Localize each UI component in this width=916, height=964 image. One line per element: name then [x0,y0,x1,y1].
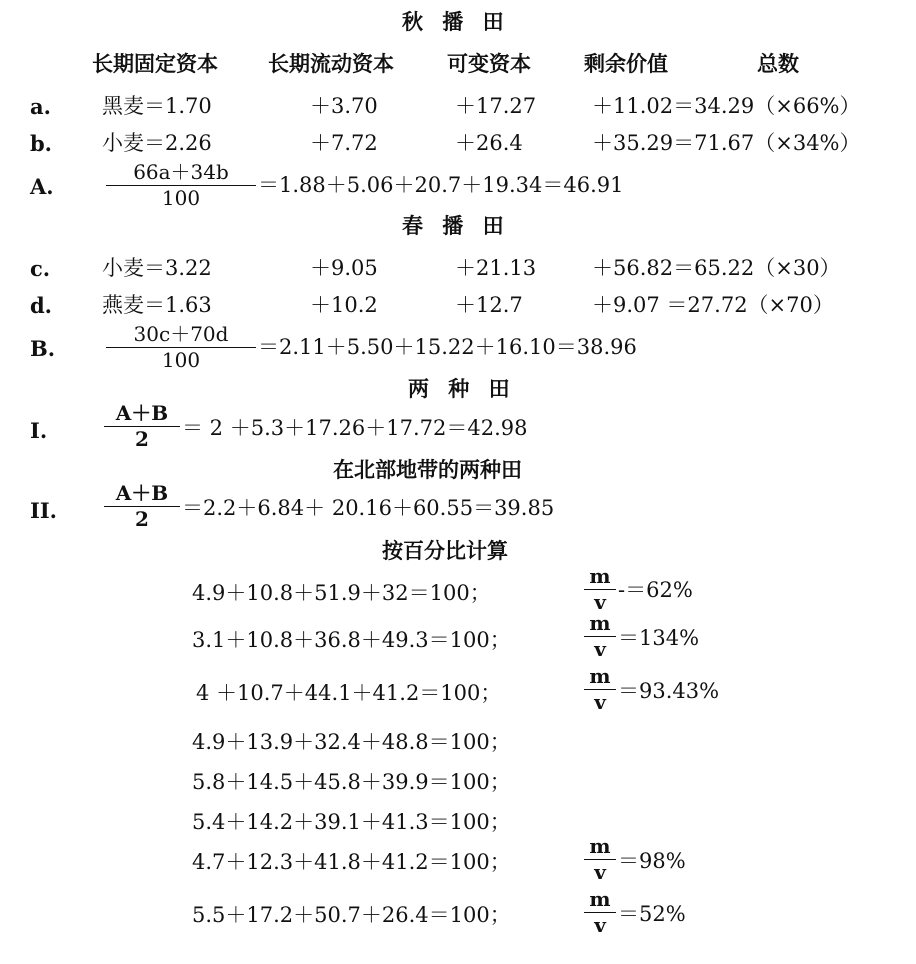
percentage-equation: 3.1＋10.8＋36.8＋49.3＝100； [192,628,511,652]
row-crop: 黑麦＝1.70 [102,94,212,118]
fraction-denominator: 2 [135,507,149,531]
header-fixed-capital: 长期固定资本 [92,51,218,76]
percentage-equation: 4.9＋13.9＋32.4＋48.8＝100； [192,730,511,754]
surplus-rate-fraction [584,666,616,713]
row-variable: ＋17.27 [455,94,537,118]
surplus-rate-fraction [584,836,616,883]
row-circulating: ＋10.2 [310,293,378,317]
row-surplus-total: ＋9.07 ＝27.72（×70） [592,293,834,317]
row-variable: ＋26.4 [455,131,523,155]
formula-fraction [104,403,180,450]
surplus-rate-value: ＝134% [618,626,700,650]
formula-result: ＝2.2＋6.84＋ 20.16＋60.55＝39.85 [182,496,555,520]
spring-title: 春 播 田 [402,213,510,238]
row-surplus-total: ＋11.02＝34.29（×66%） [592,94,861,118]
percentage-equation: 5.8＋14.5＋45.8＋39.9＝100； [192,770,511,794]
percentage-equation: 4.7＋12.3＋41.8＋41.2＝100； [192,850,511,874]
header-circulating-capital: 长期流动资本 [268,51,394,76]
row-label: b. [30,131,52,156]
header-total: 总数 [757,51,799,76]
surplus-rate-fraction [584,613,616,660]
v-denominator: v [594,913,606,937]
formula-label: II. [30,498,57,523]
row-label: d. [30,293,52,318]
fraction-numerator: A＋B [104,403,180,427]
row-circulating: ＋9.05 [310,256,378,280]
average-fraction [106,162,256,209]
m-numerator: m [584,836,616,860]
fraction-denominator: 2 [135,427,149,451]
average-label: A. [30,174,54,199]
fraction-numerator: 30c＋70d [106,324,256,348]
m-numerator: m [584,889,616,913]
percentage-equation: 5.5＋17.2＋50.7＋26.4＝100； [192,903,511,927]
v-denominator: v [594,690,606,714]
average-fraction [106,324,256,371]
average-result: ＝2.11＋5.50＋15.22＋16.10＝38.96 [258,335,637,359]
percentage-equation: 4 ＋10.7＋44.1＋41.2＝100； [196,681,502,705]
row-crop: 小麦＝2.26 [102,131,212,155]
surplus-rate-value: ＝93.43% [618,679,720,703]
row-surplus-total: ＋35.29＝71.67（×34%） [592,131,861,155]
m-numerator: m [584,613,616,637]
fraction-denominator: 100 [161,348,201,372]
formula-result: ＝ 2 ＋5.3＋17.26＋17.72＝42.98 [182,416,528,440]
percentage-equation: 5.4＋14.2＋39.1＋41.3＝100； [192,810,511,834]
surplus-rate-value: ＝98% [618,849,686,873]
average-label: B. [30,336,56,361]
fraction-denominator: 100 [161,186,201,210]
row-variable: ＋21.13 [455,256,537,280]
m-numerator: m [584,566,616,590]
surplus-rate-fraction [584,566,616,613]
header-surplus-value: 剩余价值 [584,51,668,76]
row-circulating: ＋7.72 [310,131,378,155]
formula-label: I. [30,418,48,443]
surplus-rate-value: -＝62% [618,578,693,602]
v-denominator: v [594,860,606,884]
v-denominator: v [594,590,606,614]
percentage-title: 按百分比计算 [382,538,508,563]
row-crop: 小麦＝3.22 [102,256,212,280]
fraction-numerator: 66a＋34b [106,162,256,186]
autumn-title: 秋 播 田 [402,9,510,34]
row-surplus-total: ＋56.82＝65.22（×30） [592,256,841,280]
row-circulating: ＋3.70 [310,94,378,118]
surplus-rate-value: ＝52% [618,902,686,926]
m-numerator: m [584,666,616,690]
surplus-rate-fraction [584,889,616,936]
v-denominator: v [594,637,606,661]
row-label: a. [30,94,51,119]
formula-fraction [104,483,180,530]
header-variable-capital: 可变资本 [447,51,531,76]
average-result: ＝1.88＋5.06＋20.7＋19.34＝46.91 [258,173,624,197]
percentage-equation: 4.9＋10.8＋51.9＋32＝100； [192,581,491,605]
north-zone-title: 在北部地带的两种田 [333,457,522,482]
both-fields-title: 两 种 田 [408,376,516,401]
row-label: c. [30,256,51,281]
row-crop: 燕麦＝1.63 [102,293,212,317]
fraction-numerator: A＋B [104,483,180,507]
row-variable: ＋12.7 [455,293,523,317]
